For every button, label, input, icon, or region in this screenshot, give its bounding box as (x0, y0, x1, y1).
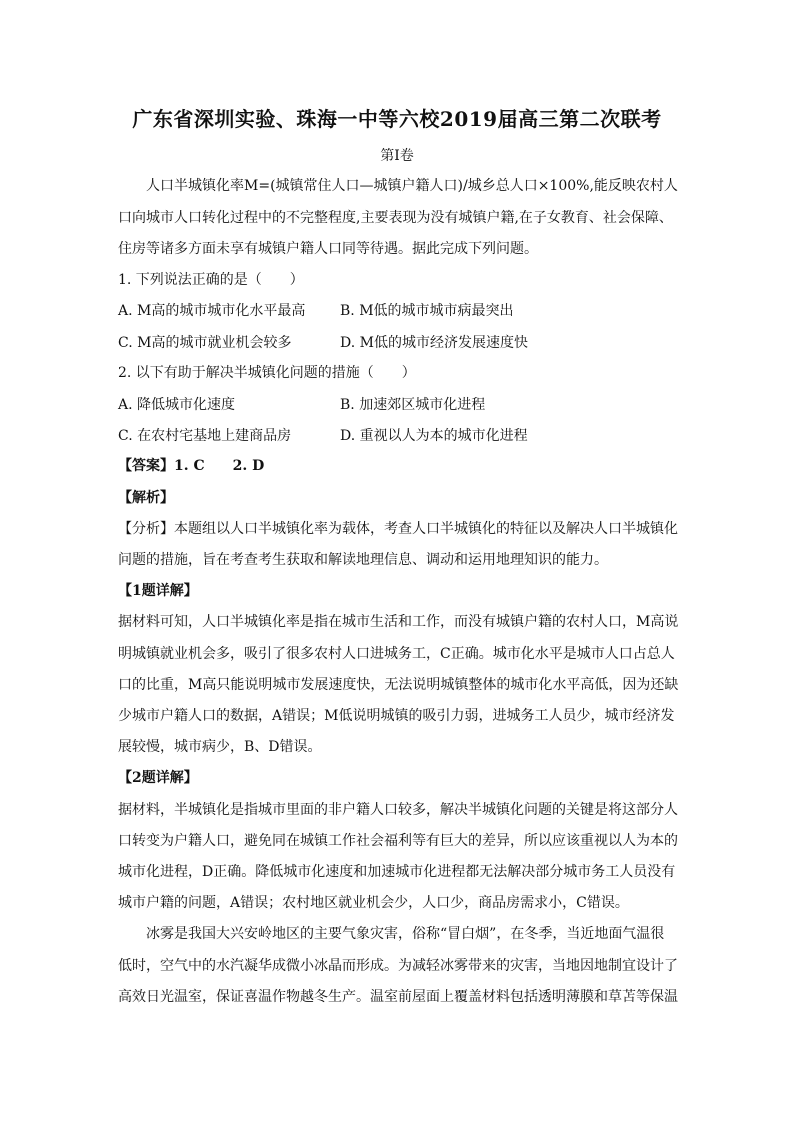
passage-2-line: 高效日光温室，保证喜温作物越冬生产。温室前屋面上覆盖材料包括透明薄膜和草苫等保温 (118, 989, 678, 1005)
answer-line: 【答案】1. C 2. D (118, 458, 265, 474)
detail-2-line: 城市户籍的问题，A错误；农村地区就业机会少，人口少，商品房需求小，C错误。 (118, 895, 629, 911)
question-1-option-a: A. M高的城市城市化水平最高 (118, 303, 306, 319)
detail-2-line: 城市化进程，D正确。降低城市化速度和加速城市化进程都无法解决部分城市务工人员没有 (118, 864, 676, 880)
question-2-stem: 2. 以下有助于解决半城镇化问题的措施（ ） (118, 365, 416, 381)
question-1-stem: 1. 下列说法正确的是（ ） (118, 272, 304, 288)
detail-1-line: 展较慢，城市病少，B、D错误。 (118, 739, 322, 755)
analysis-line: 问题的措施，旨在考查考生获取和解读地理信息、调动和运用地理知识的能力。 (118, 552, 608, 568)
passage-2-line: 冰雾是我国大兴安岭地区的主要气象灾害，俗称“冒白烟”，在冬季，当近地面气温很 (146, 926, 665, 942)
analysis-heading: 【解析】 (118, 490, 174, 506)
detail-2-line: 据材料，半城镇化是指城市里面的非户籍人口较多，解决半城镇化问题的关键是将这部分人 (118, 802, 678, 818)
analysis-line: 【分析】本题组以人口半城镇化率为载体，考查人口半城镇化的特征以及解决人口半城镇化 (118, 521, 678, 537)
question-1-option-d: D. M低的城市经济发展速度快 (340, 335, 528, 351)
detail-1-heading: 【1题详解】 (118, 583, 198, 599)
document-title: 广东省深圳实验、珠海一中等六校2019届高三第二次联考 (132, 107, 662, 131)
detail-1-line: 据材料可知，人口半城镇化率是指在城市生活和工作，而没有城镇户籍的农村人口，M高说 (118, 614, 678, 630)
question-2-option-c: C. 在农村宅基地上建商品房 (118, 428, 292, 444)
passage-2-line: 低时，空气中的水汽凝华成微小冰晶而形成。为减轻冰雾带来的灾害，当地因地制宜设计了 (118, 958, 678, 974)
intro-line: 口向城市人口转化过程中的不完整程度,主要表现为没有城镇户籍,在子女教育、社会保障、 (118, 210, 673, 226)
detail-2-line: 口转变为户籍人口，避免同在城镇工作社会福利等有巨大的差异，所以应该重视以人为本的 (118, 833, 678, 849)
question-2-option-d: D. 重视以人为本的城市化进程 (340, 428, 528, 444)
detail-1-line: 明城镇就业机会多，吸引了很多农村人口进城务工，C正确。城市化水平是城市人口占总人 (118, 646, 675, 662)
question-1-option-b: B. M低的城市城市病最突出 (340, 303, 514, 319)
intro-line: 人口半城镇化率M=(城镇常住人口—城镇户籍人口)/城乡总人口×100%,能反映农村人 (146, 178, 678, 194)
question-2-option-a: A. 降低城市化速度 (118, 397, 236, 413)
detail-2-heading: 【2题详解】 (118, 770, 198, 786)
detail-1-line: 少城市户籍人口的数据，A错误；M低说明城镇的吸引力弱，进城务工人员少，城市经济发 (118, 708, 675, 724)
intro-line: 住房等诸多方面未享有城镇户籍人口同等待遇。据此完成下列问题。 (118, 241, 538, 257)
question-1-option-c: C. M高的城市就业机会较多 (118, 335, 292, 351)
section-label: 第Ⅰ卷 (380, 148, 414, 164)
detail-1-line: 口的比重，M高只能说明城市发展速度快，无法说明城镇整体的城市化水平高低，因为还缺 (118, 677, 678, 693)
question-2-option-b: B. 加速郊区城市化进程 (340, 397, 486, 413)
